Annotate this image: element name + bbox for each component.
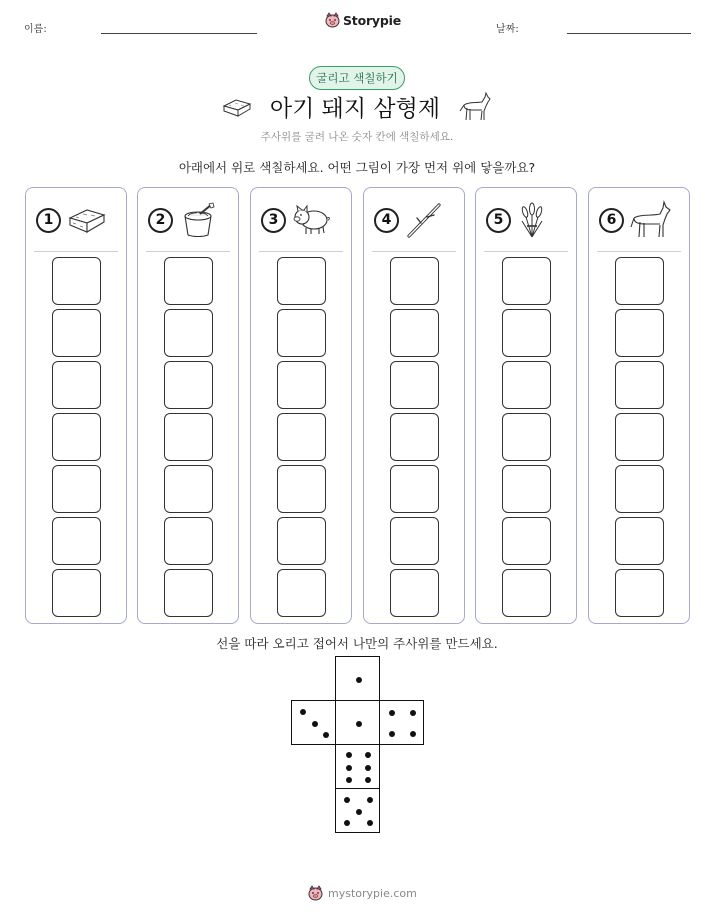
pig-mascot-icon [325, 12, 340, 28]
die-pip [367, 820, 373, 826]
coloring-box[interactable] [502, 569, 551, 617]
coloring-box[interactable] [502, 465, 551, 513]
die-pip [346, 752, 352, 758]
column-number: 6 [599, 208, 624, 233]
column-number: 2 [148, 208, 173, 233]
die-pip [344, 820, 350, 826]
column-divider [34, 251, 118, 252]
column-1 [25, 187, 127, 624]
straw-bundle-icon [517, 201, 547, 239]
coloring-box[interactable] [502, 257, 551, 305]
die-face [335, 656, 380, 701]
die-pip [367, 797, 373, 803]
coloring-box[interactable] [502, 517, 551, 565]
coloring-box[interactable] [277, 569, 326, 617]
die-pip [312, 721, 318, 727]
die-pip [356, 721, 362, 727]
column-number: 5 [486, 208, 511, 233]
die-pip [410, 710, 416, 716]
column-5 [475, 187, 577, 624]
coloring-box[interactable] [164, 361, 213, 409]
coloring-box[interactable] [52, 309, 101, 357]
coloring-box[interactable] [52, 413, 101, 461]
column-header [599, 200, 683, 240]
brick-icon [222, 97, 252, 117]
die-pip [346, 765, 352, 771]
coloring-box[interactable] [52, 257, 101, 305]
coloring-box[interactable] [502, 309, 551, 357]
coloring-box[interactable] [52, 569, 101, 617]
coloring-box[interactable] [615, 569, 664, 617]
pig-mascot-icon [308, 885, 323, 901]
column-number: 4 [374, 208, 399, 233]
column-header [486, 200, 570, 240]
column-divider [372, 251, 456, 252]
subtitle: 주사위를 굴려 나온 숫자 칸에 색칠하세요. [260, 131, 454, 143]
die-face [291, 700, 336, 745]
die-pip [365, 765, 371, 771]
coloring-box[interactable] [390, 569, 439, 617]
die-pip [356, 677, 362, 683]
coloring-box[interactable] [52, 517, 101, 565]
column-divider [146, 251, 230, 252]
column-number: 1 [36, 208, 61, 233]
wolf-icon [630, 200, 672, 240]
pig-icon [292, 204, 332, 236]
die-pip [365, 752, 371, 758]
coloring-box[interactable] [277, 257, 326, 305]
coloring-box[interactable] [615, 309, 664, 357]
column-header [374, 200, 458, 240]
coloring-box[interactable] [277, 517, 326, 565]
box-stack [390, 257, 439, 621]
coloring-box[interactable] [615, 465, 664, 513]
coloring-box[interactable] [164, 413, 213, 461]
coloring-box[interactable] [390, 465, 439, 513]
column-4 [363, 187, 465, 624]
die-pip [410, 731, 416, 737]
die-pip [323, 732, 329, 738]
coloring-box[interactable] [615, 361, 664, 409]
die-face [379, 700, 424, 745]
stick-icon [405, 201, 445, 239]
page-title: 아기 돼지 삼형제 [269, 96, 441, 122]
name-label: 이름: [24, 24, 47, 35]
coloring-instruction: 아래에서 위로 색칠하세요. 어떤 그림이 가장 먼저 위에 닿을까요? [178, 160, 536, 175]
coloring-box[interactable] [390, 413, 439, 461]
die-face [335, 788, 380, 833]
coloring-box[interactable] [164, 465, 213, 513]
coloring-box[interactable] [615, 413, 664, 461]
coloring-box[interactable] [277, 413, 326, 461]
die-pip [356, 809, 362, 815]
coloring-box[interactable] [277, 361, 326, 409]
coloring-box[interactable] [277, 309, 326, 357]
box-stack [52, 257, 101, 621]
coloring-box[interactable] [390, 257, 439, 305]
coloring-box[interactable] [615, 257, 664, 305]
coloring-box[interactable] [164, 309, 213, 357]
name-line[interactable] [101, 33, 257, 34]
footer-url: mystorypie.com [328, 886, 417, 900]
mortar-bucket-icon [179, 202, 219, 238]
column-6 [588, 187, 690, 624]
die-pip [389, 710, 395, 716]
column-2 [137, 187, 239, 624]
column-divider [259, 251, 343, 252]
footer [308, 885, 417, 901]
column-3 [250, 187, 352, 624]
column-header [148, 200, 232, 240]
coloring-box[interactable] [52, 361, 101, 409]
brand-name: Storypie [343, 12, 401, 28]
die-pip [346, 777, 352, 783]
die-pip [389, 731, 395, 737]
coloring-box[interactable] [277, 465, 326, 513]
storypie-logo [325, 12, 401, 28]
die-face [335, 744, 380, 789]
date-label: 날짜: [496, 24, 519, 35]
box-stack [164, 257, 213, 621]
column-divider [597, 251, 681, 252]
wolf-icon [458, 91, 492, 123]
box-stack [502, 257, 551, 621]
die-instruction: 선을 따라 오리고 접어서 나만의 주사위를 만드세요. [216, 636, 498, 651]
coloring-box[interactable] [52, 465, 101, 513]
coloring-box[interactable] [390, 309, 439, 357]
die-pip [344, 797, 350, 803]
die-face [335, 700, 380, 745]
coloring-box[interactable] [390, 361, 439, 409]
coloring-box[interactable] [390, 517, 439, 565]
box-stack [615, 257, 664, 621]
activity-badge: 굴리고 색칠하기 [309, 66, 405, 90]
coloring-box[interactable] [164, 257, 213, 305]
date-line[interactable] [567, 33, 691, 34]
column-header [36, 200, 120, 240]
column-header [261, 200, 345, 240]
die-pip [365, 777, 371, 783]
die-pip [300, 709, 306, 715]
coloring-box[interactable] [502, 361, 551, 409]
coloring-box[interactable] [615, 517, 664, 565]
coloring-box[interactable] [164, 517, 213, 565]
coloring-box[interactable] [164, 569, 213, 617]
brick-icon [67, 205, 107, 235]
box-stack [277, 257, 326, 621]
coloring-box[interactable] [502, 413, 551, 461]
column-divider [484, 251, 568, 252]
column-number: 3 [261, 208, 286, 233]
title-row [0, 90, 714, 123]
